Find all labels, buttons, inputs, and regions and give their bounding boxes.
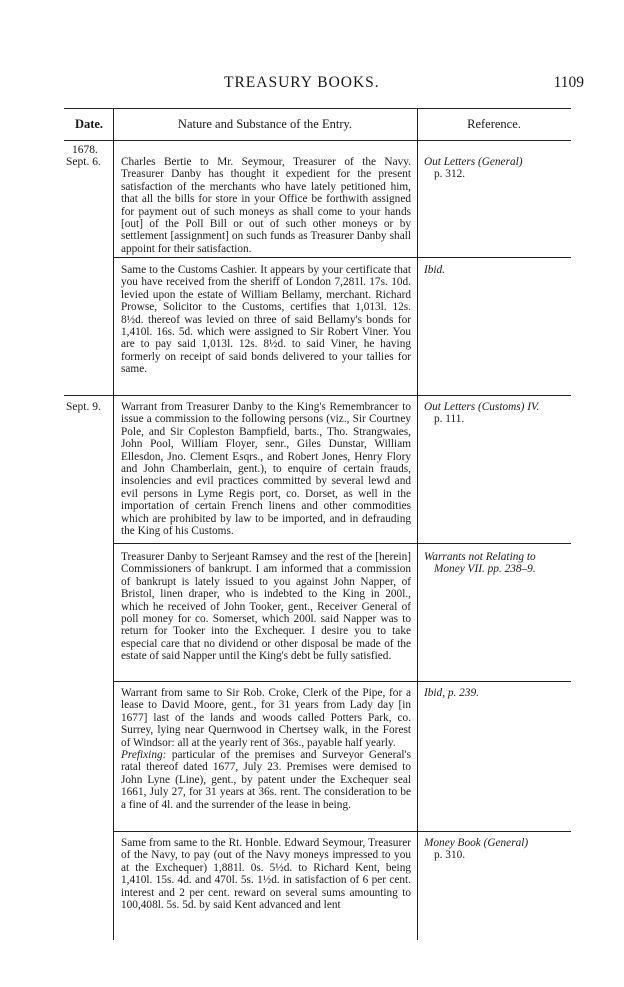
entry-separator [113,543,417,544]
reference-separator [417,257,571,258]
entry-day: Sept. 9. [66,401,101,413]
entry-paragraph: Treasurer Danby to Serjeant Ramsey and the rest of the [herein] Commissioners of bankrupt. I am informed that a commission of bankrupt is lately issued to you against John Napper, of Bristol, linen draper, who is indebted to the King in 200l., which he received of John Tooker, gent., Receiver General of poll money for co. Somerset, which 200l. said Napper was to return for Tooker into the Exchequer. I desire you to take especial care that no dividend or other disposal be made of the estate of said Napper until the King's debt be fully satisfied. [121,551,411,663]
entry-text [121,156,411,255]
reference-source: Out Letters (General) [424,156,523,168]
entry-paragraph: Same from same to the Rt. Honble. Edward Seymour, Treasurer of the Navy, to pay (out of the Navy moneys impressed to you at the Exchequer) 1,881l. 0s. 5½d. to Richard Kent, being 1,410l. 15s. 4d. and 470l. 5s. 1½d. in satisfaction of 6 per cent. interest and 2 per cent. reward on several sums amounting to 100,408l. 5s. 5d. by said Kent advanced and lent [121,837,411,912]
table-header-rule [64,140,571,141]
reference-source: Warrants not Relating to [424,551,536,563]
entry-text [121,264,411,376]
entries-table [64,108,571,940]
reference-separator [417,831,571,832]
entry-separator [113,395,417,396]
table-top-rule [64,108,571,109]
entry-paragraph: Same to the Customs Cashier. It appears by your certificate that you have received from the sheriff of London 7,281l. 17s. 10d. levied upon the estate of William Bellamy, merchant. Richard Prowse, Solicitor to the Customs, certifies that 1,013l. 12s. 8½d. thereof was levied on three of said Bellamy's bonds for 1,410l. 16s. 5d. which were assigned to Sir Robert Viner. You are to pay said 1,013l. 12s. 8½d. to said Viner, he having formerly on receipt of said bonds delivered to your tallies for same. [121,264,411,376]
entry-reference [424,837,568,862]
page-number: 1109 [553,74,584,91]
page-title: TREASURY BOOKS. [224,74,380,91]
reference-separator [417,681,571,682]
column-header-reference: Reference. [467,117,521,131]
reference-source: Money Book (General) [424,837,529,849]
column-header-nature: Nature and Substance of the Entry. [177,117,353,131]
entry-paragraph: Warrant from same to Sir Rob. Croke, Clerk of the Pipe, for a lease to David Moore, gent., for 31 years from Lady day [in 1677] last of the lands and woods called Potters Park, co. Surrey, lying near Quernwood in Chertsey walk, in the Forest of Windsor: all at the yearly rent of 36s., payable half yearly. [121,687,411,749]
reference-source: Ibid. [424,264,446,276]
reference-separator [417,395,571,396]
entry-prefixing [121,749,411,811]
entry-paragraph: Warrant from Treasurer Danby to the King's Remembrancer to issue a commission to the following persons (viz., Sir Courtney Pole, and Sir Copleston Bampfield, barts., Tho. Strangwaies, John Pool, William Floyer, senr., Giles Dunstar, William Ellesdon, Jno. Clement Esqrs., and Robert Jones, Henry Flory and John Chamberlain, gent.), to enquire of certain frauds, insolencies and evil practices committed by several lewd and evil persons in Lyme Regis port, co. Dorset, as well in the importation of certain French linens and other commodities which are prohibited by law to be imported, and in defrauding the King of his Customs. [121,401,411,538]
entry-text [121,837,411,911]
column-divider-reference [417,108,418,940]
entry-date [66,144,112,169]
date-separator [64,395,113,396]
entry-reference [424,264,568,276]
entry-text [121,401,411,537]
entry-separator [113,831,417,832]
column-divider-date [113,108,114,940]
entry-separator [113,681,417,682]
entry-separator [113,257,417,258]
entry-text [121,687,411,811]
entry-reference [424,156,568,181]
reference-text: Ibid, p. 239. [424,687,479,699]
reference-page: p. 111. [434,413,465,426]
running-head [0,74,624,96]
reference-source [424,687,568,699]
prefixing-text: particular of the premises and Surveyor General's ratal thereof dated 1677, July 23. Premises were demised to John Lyne (Line), gent., by patent under the Exchequer seal 1661, July 27, for 31 years at 36s. rent. The consideration to be a fine of 4l. and the surrender of the lease in being. [121,749,411,811]
reference-source: Out Letters (Customs) IV. [424,401,540,413]
entry-paragraph: Charles Bertie to Mr. Seymour, Treasurer of the Navy. Treasurer Danby has thought it expedient for the present satisfaction of the merchants who have lately petitioned him, that all the bills for store in your Office be forthwith assigned for payment out of such moneys as shall come to your hands [out] of the Poll Bill or out of such other moneys or by settlement [assignment] on such funds as Treasurer Danby shall appoint for their satisfaction. [121,156,411,255]
entry-year: 1678. [72,144,98,156]
entry-date [66,401,112,413]
prefixing-label: Prefixing: [121,749,167,762]
entry-day: Sept. 6. [66,156,101,169]
reference-page: p. 310. [434,849,466,862]
entry-reference [424,401,568,426]
reference-page: p. 312. [434,168,466,181]
entry-reference [424,687,568,699]
entry-text [121,551,411,663]
column-header-date: Date. [74,117,104,131]
entry-reference [424,551,568,576]
reference-separator [417,543,571,544]
reference-page: Money VII. pp. 238–9. [434,563,536,576]
